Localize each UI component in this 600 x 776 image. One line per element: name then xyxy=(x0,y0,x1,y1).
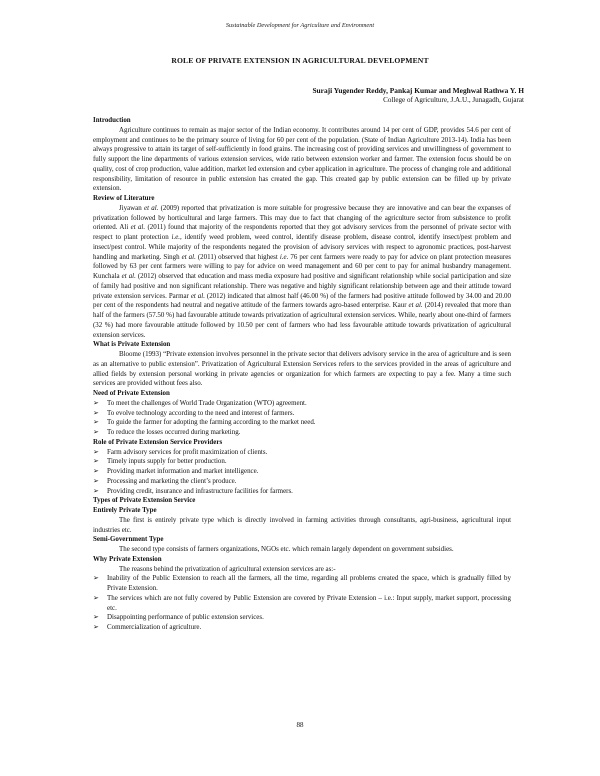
arrowhead-icon: ➢ xyxy=(93,399,99,407)
review-paragraph: Jiyawan et al. (2009) reported that privatization is more suitable for progressive because they are innovative and can bear the expanses of privatization followed by horticultural and large farmers. This may due to fact that changing of the agriculture sector from subsistence to profit oriented. Ali et al. (2011) found that majority of the respondents reported that they got advisory services from the personnel of private sector with respect to plant protection i.e., identify weed problem, weed control, identify disease problem, disease control, identify insect/pest problem and insect/pest control. While majority of the respondents negated the provision of advisory services with respect to agronomic practices, post-harvest handling and marketing. Singh et al. (2011) observed that highest i.e. 76 per cent farmers were ready to pay for advice on plant protection measures followed by 63 per cent farmers were willing to pay for advice on weed management and 60 per cent to pay for animal husbandry management. Kunchala et al. (2012) observed that education and mass media exposure had positive and significant relationship while social participation and size of family had positive and non significant relationship. There was negative and highly significant relationship between age and their attitude toward private extension services. Parmar et al. (2012) indicated that almost half (46.00 %) of the farmers had positive attitude followed by 34.00 and 20.00 per cent of the respondents had neutral and negative attitude of the farmers towards agro-based enterprise. Kaur et al. (2014) revealed that more than half of the farmers (57.50 %) had favourable attitude towards privatization of agricultural extension services. While, nearly about one-third of farmers (32 %) had more favourable attitude followed by 10.50 per cent of farmers who had less favourable attitude towards privatization of agricultural extension services. xyxy=(93,203,512,339)
semi-government-paragraph: The second type consists of farmers organizations, NGOs etc. which remain largely dependent on government subsidies. xyxy=(119,545,454,553)
list-item-text: Disappointing performance of public extension services. xyxy=(107,613,264,622)
list-item xyxy=(93,409,511,419)
author-list: Suraji Yugender Reddy, Pankaj Kumar and Meghwal Rathwa Y. H xyxy=(312,86,524,95)
list-item xyxy=(93,428,511,438)
arrowhead-icon: ➢ xyxy=(93,487,99,495)
role-list xyxy=(93,448,511,497)
running-head: Sustainable Development for Agriculture and Environment xyxy=(225,22,375,29)
list-item-text: To evolve technology according to the need and interest of farmers. xyxy=(107,408,295,417)
arrowhead-icon: ➢ xyxy=(93,624,99,631)
introduction-paragraph: Agriculture continues to remain as major sector of the Indian economy. It contributes around 14 per cent of GDP, provides 54.6 per cent of employment and continues to be the primary source of living for 60 per cent of the population. (State of Indian Agriculture 2013-14). India has been always progressive to attain its target of self-sufficiently in food grains. The increasing cost of providing services and unwillingness of government to fully support the line departments of various extension services, wide ratio between extension worker and farmer. The extension focus should be on quality, cost of crop production, value addition, market led extension and cyber application in agriculture. The process of changing role and additional responsibility, limitation of resource in public extension has created the gap. This created gap by public extension can be filled up by private extension. xyxy=(93,125,511,193)
section-heading-types: Types of Private Extension Service xyxy=(93,496,196,505)
page-number: 88 xyxy=(296,721,304,729)
list-item-text: Processing and marketing the client’s produce. xyxy=(107,476,237,485)
why-list xyxy=(93,574,511,633)
need-list xyxy=(93,399,511,438)
section-heading-introduction: Introduction xyxy=(93,116,131,124)
entirely-private-paragraph: The first is entirely private type which is directly involved in farming activities through consultants, agri-business, agricultural input industries etc. xyxy=(93,515,511,534)
what-is-paragraph: Bloome (1993) “Private extension involves personnel in the private sector that delivers advisory service in the area of agriculture and is seen as an alternative to public extension”. Privatization of Agricultural Extension Services refers to the services provided in the areas of agriculture and allied fields by extension personal working in private agencies or organization for which farmers are expecting to pay a fee. Many a time such services are provided without fees also. xyxy=(93,350,511,388)
why-intro-paragraph: The reasons behind the privatization of agricultural extension services are as:- xyxy=(119,564,336,573)
list-item-text: Farm advisory services for profit maximization of clients. xyxy=(107,447,268,456)
list-item xyxy=(93,448,511,458)
paper-body xyxy=(93,116,511,633)
list-item-text: Commercialization of agriculture. xyxy=(107,623,202,631)
list-item xyxy=(93,457,511,467)
section-heading-what-is: What is Private Extension xyxy=(93,340,171,349)
section-heading-role: Role of Private Extension Service Providers xyxy=(93,437,223,446)
arrowhead-icon: ➢ xyxy=(93,419,99,427)
list-item-text: To guide the farmer for adopting the farming according to the market need. xyxy=(107,418,316,427)
arrowhead-icon: ➢ xyxy=(93,477,99,485)
arrowhead-icon: ➢ xyxy=(93,594,99,602)
subheading-entirely-private: Entirely Private Type xyxy=(93,506,157,514)
list-item-text: Inability of the Public Extension to reach all the farmers, all the time, regarding all problems created the space, which is gradually filled by Private Extension. xyxy=(107,574,511,592)
section-heading-review: Review of Literature xyxy=(93,194,155,202)
list-item xyxy=(93,574,511,594)
list-item xyxy=(93,467,511,477)
list-item xyxy=(93,613,511,623)
arrowhead-icon: ➢ xyxy=(93,448,99,456)
arrowhead-icon: ➢ xyxy=(93,614,99,622)
section-heading-why: Why Private Extension xyxy=(93,554,162,563)
arrowhead-icon: ➢ xyxy=(93,468,99,475)
list-item xyxy=(93,418,511,428)
list-item xyxy=(93,477,511,487)
arrowhead-icon: ➢ xyxy=(93,458,99,466)
list-item xyxy=(93,487,511,497)
paper-title: ROLE OF PRIVATE EXTENSION IN AGRICULTURAL DEVELOPMENT xyxy=(171,56,429,65)
list-item xyxy=(93,594,511,614)
list-item-text: To meet the challenges of World Trade Organization (WTO) agreement. xyxy=(107,398,307,407)
list-item-text: Providing market information and market intelligence. xyxy=(107,467,259,475)
list-item xyxy=(93,399,511,409)
arrowhead-icon: ➢ xyxy=(93,409,99,417)
list-item xyxy=(93,623,511,633)
arrowhead-icon: ➢ xyxy=(93,575,99,583)
list-item-text: The services which are not fully covered by Public Extension are covered by Private Extension – i.e.: Input supply, market support, processing etc. xyxy=(107,593,511,612)
arrowhead-icon: ➢ xyxy=(93,429,99,436)
list-item-text: To reduce the losses occurred during marketing. xyxy=(107,428,241,436)
list-item-text: Timely inputs supply for better production. xyxy=(107,457,227,466)
section-heading-need: Need of Private Extension xyxy=(93,389,170,397)
author-affiliation: College of Agriculture, J.A.U., Junagadh, Gujarat xyxy=(383,96,524,104)
subheading-semi-government: Semi-Government Type xyxy=(93,535,164,544)
list-item-text: Providing credit, insurance and infrastructure facilities for farmers. xyxy=(107,486,293,495)
